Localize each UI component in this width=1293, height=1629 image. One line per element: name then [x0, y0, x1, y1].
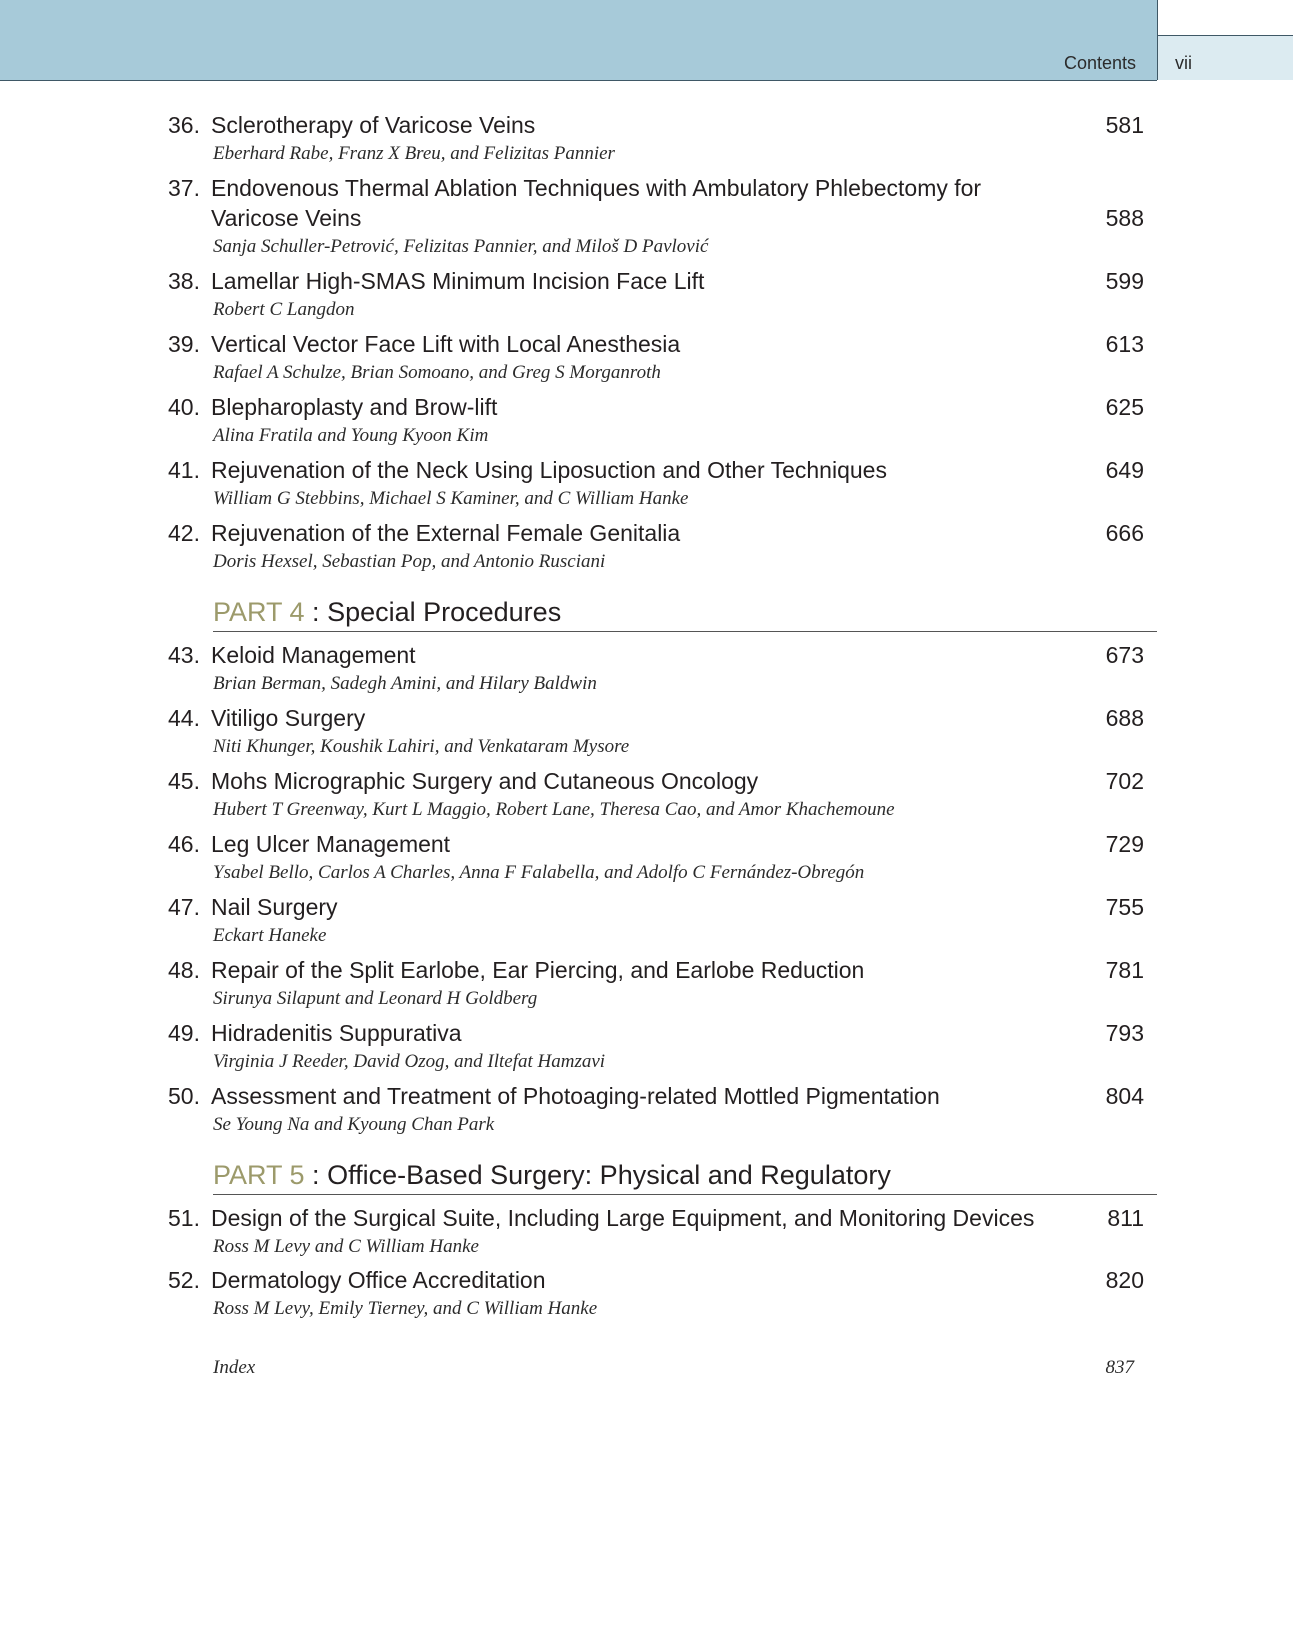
chapter-number: 40.	[168, 394, 200, 420]
chapter-title: Repair of the Split Earlobe, Ear Piercing, and Earlobe Reduction	[211, 957, 865, 983]
chapter-title: Blepharoplasty and Brow-lift	[211, 394, 498, 420]
chapter-authors: Sirunya Silapunt and Leonard H Goldberg	[213, 988, 538, 1009]
chapter-authors: Hubert T Greenway, Kurt L Maggio, Robert Lane, Theresa Cao, and Amor Khachemoune	[213, 799, 895, 820]
index-label[interactable]: Index	[213, 1357, 256, 1378]
chapter-number: 47.	[168, 894, 200, 920]
chapter-title: Design of the Surgical Suite, Including Large Equipment, and Monitoring Devices	[211, 1205, 1035, 1231]
chapter-title: Lamellar High-SMAS Minimum Incision Face Lift	[211, 268, 705, 294]
chapter-page: 588	[1105, 205, 1144, 231]
part-heading-5	[213, 1158, 1157, 1195]
chapter-number: 42.	[168, 520, 200, 546]
chapter-authors: Sanja Schuller-Petrović, Felizitas Pannier, and Miloš D Pavlović	[213, 236, 709, 257]
chapter-title-line2: Varicose Veins	[211, 205, 362, 231]
chapter-page: 666	[1105, 520, 1144, 546]
chapter-number: 49.	[168, 1020, 200, 1046]
chapter-title: Mohs Micrographic Surgery and Cutaneous Oncology	[211, 768, 759, 794]
chapter-authors: Eckart Haneke	[213, 925, 327, 946]
chapter-number: 50.	[168, 1083, 200, 1109]
chapter-page: 581	[1105, 112, 1144, 138]
part-label: PART 4	[213, 597, 305, 627]
chapter-authors: Ross M Levy and C William Hanke	[213, 1236, 479, 1257]
header-band	[0, 0, 1157, 81]
chapter-page: 702	[1105, 768, 1144, 794]
chapter-page: 688	[1105, 705, 1144, 731]
chapter-title: Rejuvenation of the Neck Using Liposuction and Other Techniques	[211, 457, 887, 483]
chapter-page: 804	[1105, 1083, 1144, 1109]
chapter-page: 613	[1105, 331, 1144, 357]
chapter-page: 755	[1105, 894, 1144, 920]
chapter-title-line1: Endovenous Thermal Ablation Techniques with Ambulatory Phlebectomy for	[211, 175, 982, 201]
chapter-page: 793	[1105, 1020, 1144, 1046]
chapter-title: Keloid Management	[211, 642, 416, 668]
chapter-number: 41.	[168, 457, 200, 483]
chapter-page: 820	[1105, 1267, 1144, 1293]
chapter-page: 649	[1105, 457, 1144, 483]
chapter-authors: Rafael A Schulze, Brian Somoano, and Greg S Morganroth	[213, 362, 661, 383]
chapter-page: 811	[1107, 1205, 1144, 1231]
chapter-authors: Doris Hexsel, Sebastian Pop, and Antonio Rusciani	[213, 551, 606, 572]
chapter-authors: Virginia J Reeder, David Ozog, and Iltefat Hamzavi	[213, 1051, 606, 1072]
part-label: PART 5	[213, 1160, 305, 1190]
chapter-title: Vertical Vector Face Lift with Local Anesthesia	[211, 331, 681, 357]
chapter-authors: Ysabel Bello, Carlos A Charles, Anna F Falabella, and Adolfo C Fernández-Obregón	[213, 862, 865, 883]
chapter-authors: Brian Berman, Sadegh Amini, and Hilary Baldwin	[213, 673, 597, 694]
chapter-title: Hidradenitis Suppurativa	[211, 1020, 462, 1046]
chapter-number: 48.	[168, 957, 200, 983]
part-title: Office-Based Surgery: Physical and Regulatory	[327, 1160, 891, 1190]
chapter-number: 46.	[168, 831, 200, 857]
chapter-authors: William G Stebbins, Michael S Kaminer, and C William Hanke	[213, 488, 689, 509]
chapter-title: Assessment and Treatment of Photoaging-related Mottled Pigmentation	[211, 1083, 940, 1109]
chapter-number: 37.	[168, 175, 200, 201]
part-separator: :	[304, 597, 328, 627]
chapter-authors: Eberhard Rabe, Franz X Breu, and Felizitas Pannier	[213, 143, 615, 164]
chapter-number: 44.	[168, 705, 200, 731]
chapter-page: 781	[1105, 957, 1144, 983]
chapter-title: Dermatology Office Accreditation	[211, 1267, 546, 1293]
part-heading-4	[213, 595, 1157, 632]
page-number: vii	[1175, 53, 1192, 73]
part-separator: :	[304, 1160, 328, 1190]
chapter-authors: Niti Khunger, Koushik Lahiri, and Venkataram Mysore	[213, 736, 630, 757]
header-tab-top	[1157, 0, 1293, 36]
chapter-authors: Robert C Langdon	[213, 299, 355, 320]
chapter-authors: Se Young Na and Kyoung Chan Park	[213, 1114, 495, 1135]
chapter-number: 52.	[168, 1267, 200, 1293]
chapter-title: Vitiligo Surgery	[211, 705, 366, 731]
chapter-authors: Ross M Levy, Emily Tierney, and C William Hanke	[213, 1298, 598, 1319]
chapter-number: 36.	[168, 112, 200, 138]
running-title: Contents	[1063, 53, 1136, 73]
chapter-authors: Alina Fratila and Young Kyoon Kim	[213, 425, 489, 446]
index-page: 837	[1105, 1357, 1134, 1378]
chapter-page: 729	[1105, 831, 1144, 857]
chapter-page: 673	[1105, 642, 1144, 668]
chapter-page: 599	[1105, 268, 1144, 294]
chapter-number: 45.	[168, 768, 200, 794]
chapter-title: Nail Surgery	[211, 894, 338, 920]
chapter-number: 38.	[168, 268, 200, 294]
chapter-title: Rejuvenation of the External Female Genitalia	[211, 520, 681, 546]
chapter-number: 43.	[168, 642, 200, 668]
chapter-title: Sclerotherapy of Varicose Veins	[211, 112, 536, 138]
part-title: Special Procedures	[327, 597, 562, 627]
chapter-page: 625	[1105, 394, 1144, 420]
chapter-number: 39.	[168, 331, 200, 357]
chapter-number: 51.	[168, 1205, 200, 1231]
chapter-title: Leg Ulcer Management	[211, 831, 451, 857]
